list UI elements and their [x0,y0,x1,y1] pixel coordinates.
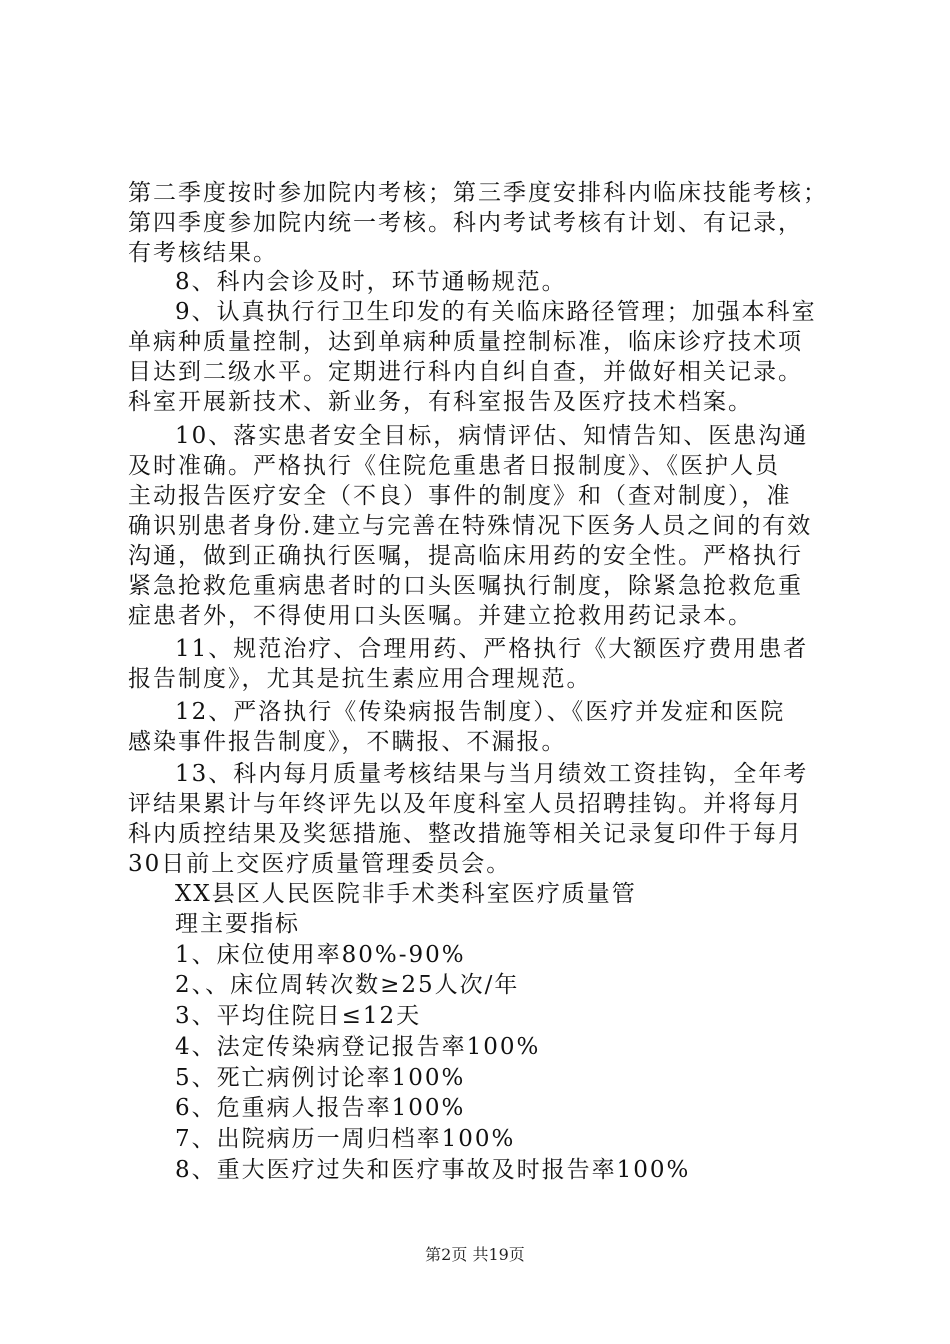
body-line: 11、规范治疗、合理用药、严格执行《大额医疗费用患者 [175,636,809,662]
body-line: 8、科内会诊及时，环节通畅规范。 [175,269,567,295]
indicator-item: 5、死亡病例讨论率100% [175,1065,466,1091]
body-line: 第二季度按时参加院内考核；第三季度安排科内临床技能考核； [128,180,828,206]
body-line: 紧急抢救危重病患者时的口头医嘱执行制度，除紧急抢救危重 [128,573,803,599]
body-line: 12、严洛执行《传染病报告制度）、《医疗并发症和医院 [175,699,786,725]
body-line: 沟通，做到正确执行医嘱，提高临床用药的安全性。严格执行 [128,543,803,569]
indicator-item: 3、平均住院日≤12天 [175,1003,422,1029]
indicator-item: 4、法定传染病登记报告率100% [175,1034,541,1060]
body-line: 报告制度》，尤其是抗生素应用合理规范。 [128,666,592,692]
indicator-item: 6、危重病人报告率100% [175,1095,466,1121]
body-line: 科室开展新技术、新业务，有科室报告及医疗技术档案。 [128,389,753,415]
body-line: 确识别患者身份.建立与完善在特殊情况下医务人员之间的有效 [128,513,813,539]
section-heading: XX县区人民医院非手术类科室医疗质量管 [175,881,637,907]
body-line: 感染事件报告制度》，不瞒报、不漏报。 [128,729,567,755]
body-line: 单病种质量控制，达到单病种质量控制标准，临床诊疗技术项 [128,329,803,355]
indicator-item: 7、出院病历一周归档率100% [175,1126,516,1152]
body-line: 10、落实患者安全目标，病情评估、知情告知、医患沟通 [175,423,809,449]
page-number: 第2页 共19页 [425,1245,525,1264]
section-heading: 理主要指标 [175,911,300,937]
body-line: 主动报告医疗安全（不良）事件的制度》和（查对制度），准 [128,483,792,509]
body-line: 评结果累计与年终评先以及年度科室人员招聘挂钩。并将每月 [128,791,803,817]
body-line: 目达到二级水平。定期进行科内自纠自查，并做好相关记录。 [128,359,803,385]
body-line: 9、认真执行行卫生印发的有关临床路径管理；加强本科室 [175,299,817,325]
body-line: 第四季度参加院内统一考核。科内考试考核有计划、有记录， [128,210,803,236]
body-line: 13、科内每月质量考核结果与当月绩效工资挂钩，全年考 [175,761,809,787]
body-line: 科内质控结果及奖惩措施、整改措施等相关记录复印件于每月 [128,821,803,847]
indicator-item: 8、重大医疗过失和医疗事故及时报告率100% [175,1157,691,1183]
body-line: 30日前上交医疗质量管理委员会。 [128,851,512,877]
body-line: 及时准确。严格执行《住院危重患者日报制度》、《医护人员 [128,453,780,479]
body-line: 有考核结果。 [128,240,278,266]
indicator-item: 1、床位使用率80%-90% [175,942,466,968]
indicator-item: 2、、床位周转次数≥25人次/年 [175,972,520,998]
body-line: 症患者外，不得使用口头医嘱。并建立抢救用药记录本。 [128,603,753,629]
